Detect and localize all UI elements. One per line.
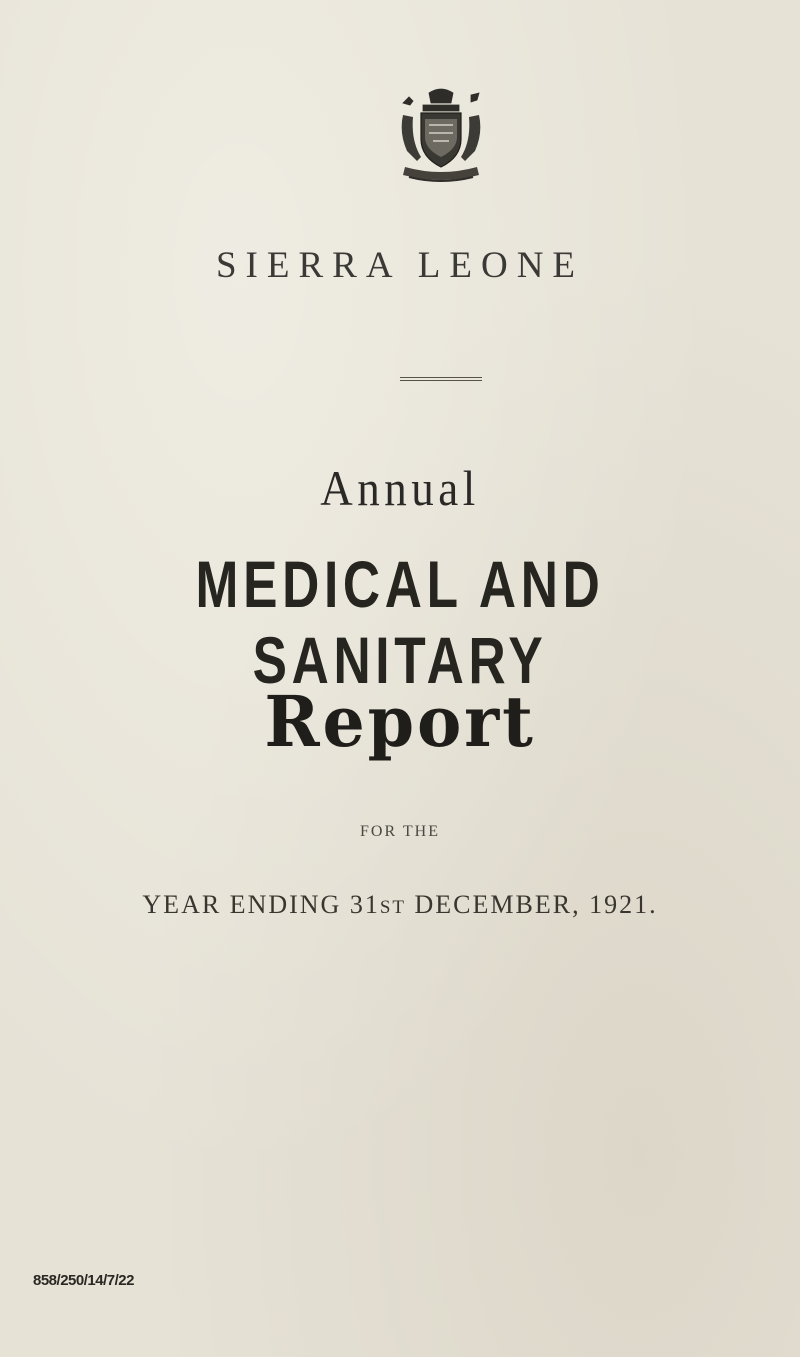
country-name: SIERRA LEONE [215, 245, 585, 286]
year-ordinal-suffix: ST [379, 897, 407, 918]
subtitle-year-ending [0, 890, 800, 920]
coat-of-arms-emblem [395, 85, 487, 185]
print-code: 858/250/14/7/22 [33, 1272, 134, 1289]
subtitle-for-the: FOR THE [360, 823, 440, 840]
decorative-double-rule [400, 377, 482, 382]
year-suffix: DECEMBER, 1921. [406, 890, 658, 919]
title-annual: Annual [320, 460, 480, 516]
title-report: Report [264, 680, 536, 763]
title-subject: MEDICAL AND SANITARY [195, 547, 605, 697]
year-prefix: YEAR ENDING 31 [142, 890, 380, 919]
